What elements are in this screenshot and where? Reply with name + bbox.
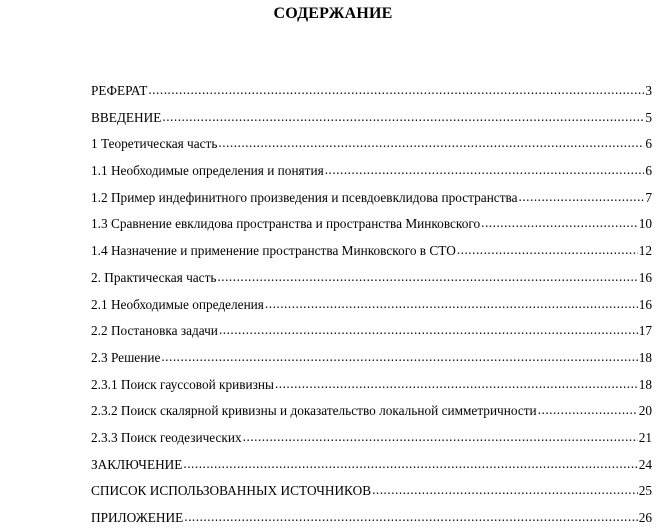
toc-entry-page-number: 7 (645, 189, 652, 205)
toc-entry[interactable] (91, 105, 652, 132)
toc-entry[interactable] (91, 185, 652, 212)
toc-entry-page-number: 17 (638, 323, 652, 339)
toc-entry[interactable] (91, 505, 652, 532)
toc-entry-page-number: 18 (638, 376, 652, 392)
toc-entry-label: СПИСОК ИСПОЛЬЗОВАННЫХ ИСТОЧНИКОВ (91, 483, 372, 499)
toc-entry-page-number: 20 (638, 403, 652, 419)
toc-entry-label: 2.3.2 Поиск скалярной кривизны и доказательство локальной симметричности (91, 403, 537, 419)
toc-entry-page-number: 16 (638, 269, 652, 285)
toc-entry[interactable] (91, 292, 652, 319)
toc-entry[interactable] (91, 372, 652, 399)
toc-entry[interactable] (91, 452, 652, 479)
toc-entry-label: 2.3.1 Поиск гауссовой кривизны (91, 376, 274, 392)
toc-entry-page-number: 21 (638, 429, 652, 445)
page-title: СОДЕРЖАНИЕ (273, 5, 393, 22)
toc-entry-label: ПРИЛОЖЕНИЕ (91, 510, 184, 525)
toc-dot-leader (148, 77, 644, 104)
toc-dot-leader (275, 371, 638, 398)
table-of-contents (91, 78, 652, 532)
toc-entry-label: 1.2 Пример индефинитного произведения и псевдоевклидова пространства (91, 189, 518, 205)
toc-entry-page-number: 18 (638, 349, 652, 365)
toc-entry-label: РЕФЕРАТ (91, 83, 148, 98)
toc-dot-leader (217, 264, 637, 291)
toc-dot-leader (538, 397, 638, 424)
toc-entry[interactable] (91, 158, 652, 185)
toc-entry[interactable] (91, 398, 652, 425)
toc-dot-leader (325, 157, 645, 184)
toc-entry-label: 2.3 Решение (91, 349, 161, 365)
toc-entry-label: 1.4 Назначение и применение пространства Минковского в СТО (91, 243, 456, 259)
toc-entry-page-number: 12 (638, 243, 652, 259)
toc-dot-leader (519, 184, 645, 211)
toc-entry[interactable] (91, 318, 652, 345)
toc-entry[interactable] (91, 345, 652, 372)
toc-entry-label: 1 Теоретическая часть (91, 136, 218, 152)
toc-entry-page-number: 24 (638, 456, 652, 472)
toc-dot-leader (265, 291, 638, 318)
toc-entry-label: ВВЕДЕНИЕ (91, 109, 162, 125)
toc-dot-leader (218, 130, 644, 157)
toc-entry[interactable] (91, 78, 652, 105)
toc-dot-leader (183, 451, 637, 478)
toc-entry-page-number: 6 (645, 136, 652, 152)
toc-entry-page-number: 16 (638, 296, 652, 312)
toc-entry-label: 2.3.3 Поиск геодезических (91, 429, 242, 445)
toc-entry[interactable] (91, 238, 652, 265)
toc-dot-leader (481, 210, 638, 237)
toc-dot-leader (372, 477, 638, 504)
toc-dot-leader (243, 424, 638, 451)
toc-entry-page-number: 3 (645, 83, 652, 98)
toc-entry[interactable] (91, 425, 652, 452)
toc-entry-page-number: 26 (638, 510, 652, 525)
toc-entry[interactable] (91, 265, 652, 292)
toc-entry-page-number: 10 (638, 216, 652, 232)
toc-entry[interactable] (91, 478, 652, 505)
toc-entry-page-number: 25 (638, 483, 652, 499)
toc-dot-leader (219, 317, 638, 344)
toc-entry-label: ЗАКЛЮЧЕНИЕ (91, 456, 183, 472)
toc-dot-leader (161, 344, 637, 371)
toc-entry-label: 2. Практическая часть (91, 269, 217, 285)
toc-dot-leader (184, 504, 637, 531)
toc-entry-label: 2.1 Необходимые определения (91, 296, 264, 312)
toc-entry-label: 2.2 Постановка задачи (91, 323, 218, 339)
toc-dot-leader (162, 104, 644, 131)
toc-dot-leader (457, 237, 638, 264)
toc-entry[interactable] (91, 211, 652, 238)
toc-entry-label: 1.1 Необходимые определения и понятия (91, 163, 324, 179)
toc-entry[interactable] (91, 131, 652, 158)
toc-entry-page-number: 6 (645, 163, 652, 179)
toc-entry-page-number: 5 (645, 109, 652, 125)
toc-entry-label: 1.3 Сравнение евклидова пространства и пространства Минковского (91, 216, 481, 232)
